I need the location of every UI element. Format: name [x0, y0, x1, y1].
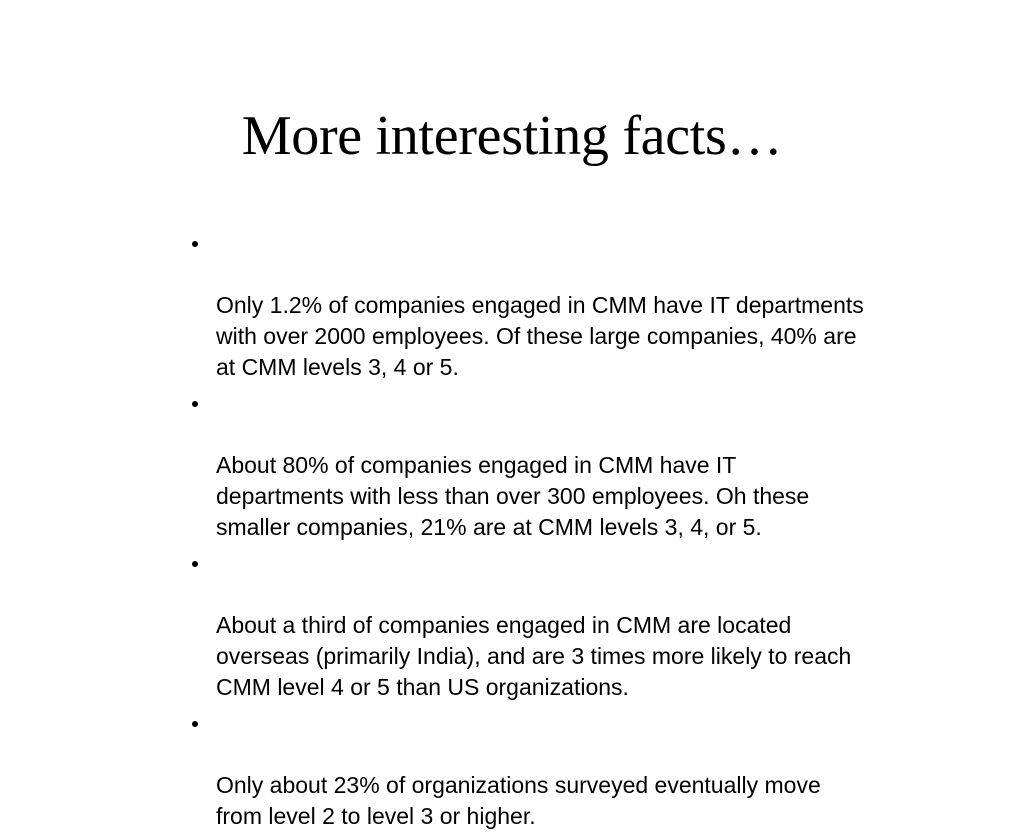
bullet-dot-icon: [192, 401, 198, 407]
bullet-item: [190, 548, 950, 703]
bullet-text: About 80% of companies engaged in CMM have IT departments with less than over 300 employees. Oh these smaller companies, 21% are at CMM levels 3, 4, or 5.: [216, 452, 810, 540]
bullet-dot-icon: [192, 561, 198, 567]
bullet-item: [190, 228, 950, 383]
bullet-dot-icon: [192, 241, 198, 247]
slide-title: More interesting facts…: [241, 105, 783, 167]
bullet-item: [190, 708, 950, 832]
bullet-text: Only 1.2% of companies engaged in CMM have IT departments with over 2000 employees. Of these large companies, 40% are at CMM levels 3, 4 or 5.: [216, 292, 864, 380]
bullet-dot-icon: [192, 721, 198, 727]
bullet-text: Only about 23% of organizations surveyed eventually move from level 2 to level 3 or higher.: [216, 772, 821, 829]
bullet-item: [190, 388, 950, 543]
bullet-list: [190, 228, 950, 837]
bullet-text: About a third of companies engaged in CMM are located overseas (primarily India), and are 3 times more likely to reach CMM level 4 or 5 than US organizations.: [216, 612, 852, 700]
